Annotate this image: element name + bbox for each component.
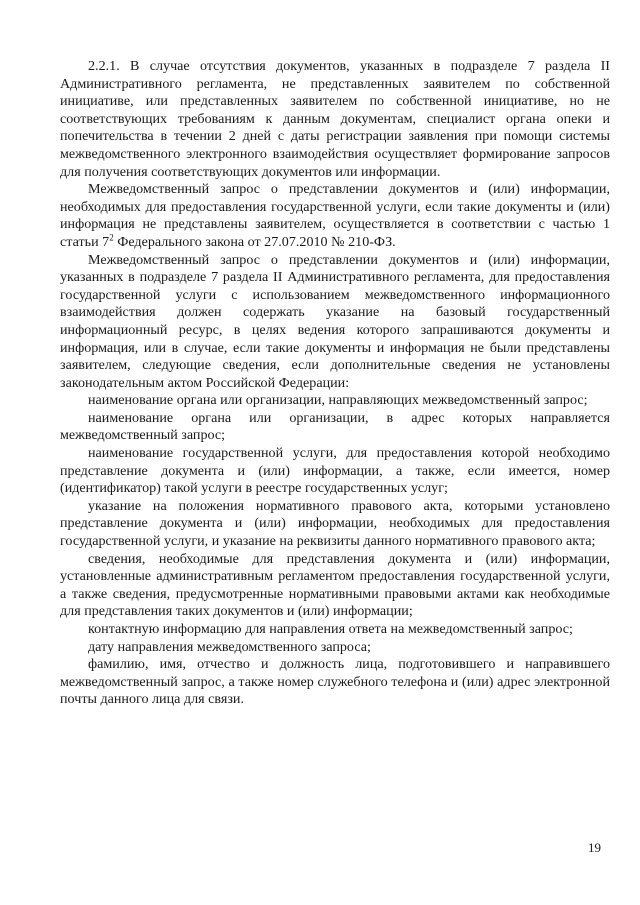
document-body — [60, 58, 610, 709]
paragraph-request-contents: Межведомственный запрос о представлении документов и (или) информации, указанных в подразделе 7 раздела II Административного регламента, для предоставления государственной услуги с использованием межведомственного информационного взаимодействия должен содержать указание на базовый государственный информационный ресурс, в целях ведения которого запрашиваются документы и информация, или в случае, если такие документы и информация не были представлены заявителем, следующие сведения, если дополнительные сведения не установлены законодательным актом Российской Федерации: — [60, 251, 610, 391]
list-item-legal-act: указание на положения нормативного правового акта, которыми установлено представление документа и (или) информации, необходимых для предоставления государственной услуги, и указание на реквизиты данного нормативного правового акта; — [60, 497, 610, 550]
list-item-service-name: наименование государственной услуги, для предоставления которой необходимо представление документа и (или) информации, а также, если имеется, номер (идентификатор) такой услуги в реестре государственных услуг; — [60, 445, 610, 497]
list-item-recipient-body: наименование органа или организации, в адрес которых направляется межведомственный запрос; — [60, 409, 610, 444]
article-superscript: 2 — [109, 232, 114, 243]
list-item-request-date: дату направления межведомственного запроса; — [88, 638, 371, 655]
paragraph-legal-basis-text: Межведомственный запрос о представлении документов и (или) информации, необходимых для предоставления государственной услуги, если такие документы и (или) информация не представлены заявителем, осуществляется в соответствии с частью 1 статьи 7 — [60, 181, 610, 250]
paragraph-legal-basis-tail: Федерального закона от 27.07.2010 № 210-ФЗ. — [113, 233, 396, 250]
list-item-contact-info: контактную информацию для направления ответа на межведомственный запрос; — [88, 621, 573, 637]
list-item-requesting-body: наименование органа или организации, направляющих межведомственный запрос; — [88, 392, 588, 409]
page-number: 19 — [588, 840, 601, 855]
paragraph-legal-basis — [60, 181, 610, 251]
list-item-required-info: сведения, необходимые для представления документа и (или) информации, установленные административным регламентом предоставления государственной услуги, а также сведения, предусмотренные нормативными правовыми актами как необходимые для представления таких документов и (или) информации; — [60, 550, 610, 620]
list-item-responsible-person: фамилию, имя, отчество и должность лица, подготовившего и направившего межведомственный запрос, а также номер служебного телефона и (или) адрес электронной почты данного лица для связи. — [60, 656, 610, 708]
paragraph-2-2-1: 2.2.1. В случае отсутствия документов, указанных в подразделе 7 раздела II Административного регламента, не представленных заявителем по собственной инициативе, или представленных заявителем по собственной инициативе, но не соответствующих требованиям к данным документам, специалист органа опеки и попечительства в течении 2 дней с даты регистрации заявления при помощи системы межведомственного электронного взаимодействия осуществляет формирование запросов для получения соответствующих документов или информации. — [60, 58, 610, 180]
